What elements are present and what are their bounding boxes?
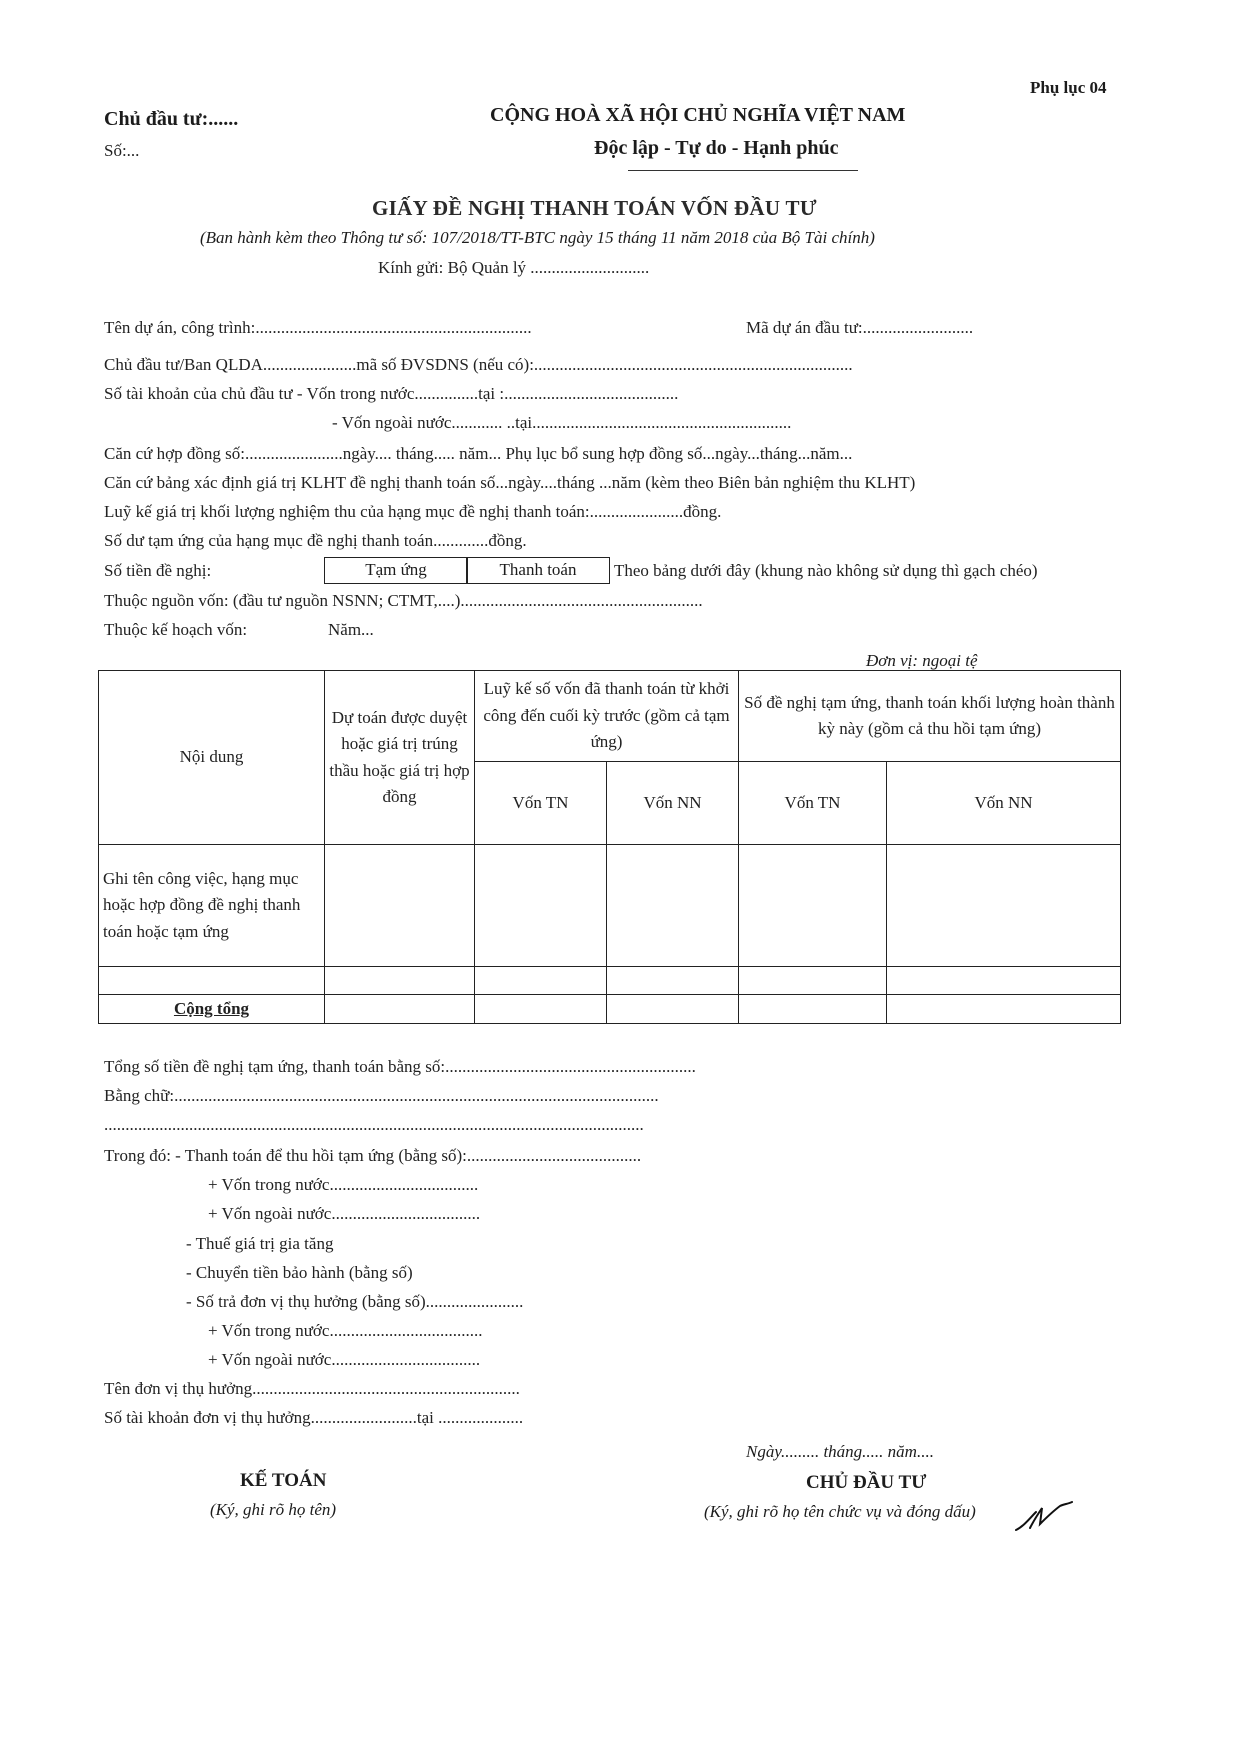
advance-balance-field: Số dư tạm ứng của hạng mục đề nghị thanh toán.............đồng. bbox=[104, 531, 527, 550]
table-cell bbox=[325, 967, 475, 995]
header-cumulative: Luỹ kế số vốn đã thanh toán từ khởi công đến cuối kỳ trước (gồm cả tạm ứng) bbox=[475, 671, 739, 762]
warranty-field: - Chuyển tiền bảo hành (bằng số) bbox=[186, 1263, 413, 1282]
source-field: Thuộc nguồn vốn: (đầu tư nguồn NSNN; CTMT,....)......................................................... bbox=[104, 591, 703, 610]
row-work-description: Ghi tên công việc, hạng mục hoặc hợp đồng đề nghị thanh toán hoặc tạm ứng bbox=[99, 845, 325, 967]
table-cell bbox=[607, 845, 739, 967]
project-name-field: Tên dự án, công trình:................................................................. bbox=[104, 318, 532, 337]
motto: Độc lập - Tự do - Hạnh phúc bbox=[594, 137, 839, 159]
table-cell bbox=[325, 995, 475, 1024]
appendix-label: Phụ lục 04 bbox=[1030, 78, 1107, 97]
row-total-label: Cộng tổng bbox=[99, 995, 325, 1024]
amount-label: Số tiền đề nghị: bbox=[104, 561, 212, 580]
contract-field: Căn cứ hợp đồng số:.......................ngày.... tháng..... năm... Phụ lục bổ sung hợp đồng số...ngày...tháng...năm... bbox=[104, 444, 853, 463]
accountant-note: (Ký, ghi rõ họ tên) bbox=[210, 1500, 337, 1519]
cumulative-field: Luỹ kế giá trị khối lượng nghiệm thu của hạng mục đề nghị thanh toán:......................đồng. bbox=[104, 502, 722, 521]
total-words-continuation: ............................................................................................................................... bbox=[104, 1115, 644, 1134]
beneficiary-domestic-field: + Vốn trong nước.................................... bbox=[208, 1321, 483, 1340]
table-cell bbox=[475, 995, 607, 1024]
table-cell bbox=[607, 967, 739, 995]
beneficiary-name-field: Tên đơn vị thụ hưởng............................................................... bbox=[104, 1379, 520, 1398]
investor-header: Chủ đầu tư:...... bbox=[104, 108, 239, 130]
total-number-field: Tổng số tiền đề nghị tạm ứng, thanh toán bằng số:........................................................... bbox=[104, 1057, 696, 1076]
table-cell bbox=[739, 845, 887, 967]
header-foreign-capital-1: Vốn NN bbox=[607, 762, 739, 845]
header-content: Nội dung bbox=[99, 671, 325, 845]
header-domestic-capital-1: Vốn TN bbox=[475, 762, 607, 845]
document-number: Số:... bbox=[104, 141, 140, 160]
document-subtitle: (Ban hành kèm theo Thông tư số: 107/2018/TT-BTC ngày 15 tháng 11 năm 2018 của Bộ Tài chính) bbox=[200, 228, 875, 247]
table-cell bbox=[887, 967, 1121, 995]
investor-note: (Ký, ghi rõ họ tên chức vụ và đóng dấu) bbox=[704, 1502, 976, 1521]
payment-box: Thanh toán bbox=[466, 557, 610, 584]
table-cell bbox=[887, 995, 1121, 1024]
table-cell bbox=[887, 845, 1121, 967]
unit-label: Đơn vị: ngoại tệ bbox=[866, 651, 978, 670]
motto-underline bbox=[628, 170, 858, 171]
header-domestic-capital-2: Vốn TN bbox=[739, 762, 887, 845]
document-title: GIẤY ĐỀ NGHỊ THANH TOÁN VỐN ĐẦU TƯ bbox=[372, 196, 817, 220]
handwritten-mark-icon bbox=[1012, 1496, 1074, 1536]
account-foreign-field: - Vốn ngoài nước............ ..tại............................................................. bbox=[332, 413, 792, 432]
recover-foreign-field: + Vốn ngoài nước................................... bbox=[208, 1204, 481, 1223]
table-cell bbox=[739, 995, 887, 1024]
recover-domestic-field: + Vốn trong nước................................... bbox=[208, 1175, 479, 1194]
nation-title: CỘNG HOÀ XÃ HỘI CHỦ NGHĨA VIỆT NAM bbox=[490, 104, 906, 126]
account-domestic-field: Số tài khoản của chủ đầu tư - Vốn trong nước...............tại :......................................... bbox=[104, 384, 679, 403]
header-foreign-capital-2: Vốn NN bbox=[887, 762, 1121, 845]
recipient: Kính gửi: Bộ Quản lý ............................ bbox=[378, 258, 650, 277]
table-cell bbox=[475, 845, 607, 967]
payment-table bbox=[98, 670, 1121, 1024]
project-code-field: Mã dự án đầu tư:.......................... bbox=[746, 318, 974, 337]
table-cell bbox=[325, 845, 475, 967]
accountant-title: KẾ TOÁN bbox=[240, 1470, 327, 1491]
table-cell bbox=[99, 967, 325, 995]
investor-title: CHỦ ĐẦU TƯ bbox=[806, 1472, 927, 1493]
vat-field: - Thuế giá trị gia tăng bbox=[186, 1234, 334, 1253]
investor-field: Chủ đầu tư/Ban QLDA......................mã số ĐVSDNS (nếu có):........................................................................... bbox=[104, 355, 853, 374]
of-which-field: Trong đó: - Thanh toán để thu hồi tạm ứng (bằng số):......................................... bbox=[104, 1146, 642, 1165]
beneficiary-amount-field: - Số trả đơn vị thụ hưởng (bằng số)....................... bbox=[186, 1292, 524, 1311]
klht-field: Căn cứ bảng xác định giá trị KLHT đề nghị thanh toán số...ngày....tháng ...năm (kèm theo Biên bản nghiệm thu KLHT) bbox=[104, 473, 916, 492]
signature-date: Ngày......... tháng..... năm.... bbox=[746, 1442, 934, 1461]
plan-label: Thuộc kế hoạch vốn: bbox=[104, 620, 248, 639]
plan-year: Năm... bbox=[328, 620, 374, 639]
total-words-field: Bằng chữ:.................................................................................................................. bbox=[104, 1086, 659, 1105]
beneficiary-account-field: Số tài khoản đơn vị thụ hưởng.........................tại .................... bbox=[104, 1408, 524, 1427]
advance-box: Tạm ứng bbox=[324, 557, 468, 584]
table-cell bbox=[607, 995, 739, 1024]
header-request: Số đề nghị tạm ứng, thanh toán khối lượng hoàn thành kỳ này (gồm cả thu hồi tạm ứng) bbox=[739, 671, 1121, 762]
box-note: Theo bảng dưới đây (khung nào không sử dụng thì gạch chéo) bbox=[614, 561, 1038, 580]
beneficiary-foreign-field: + Vốn ngoài nước................................... bbox=[208, 1350, 481, 1369]
header-estimate: Dự toán được duyệt hoặc giá trị trúng thầu hoặc giá trị hợp đồng bbox=[325, 671, 475, 845]
table-cell bbox=[475, 967, 607, 995]
table-cell bbox=[739, 967, 887, 995]
